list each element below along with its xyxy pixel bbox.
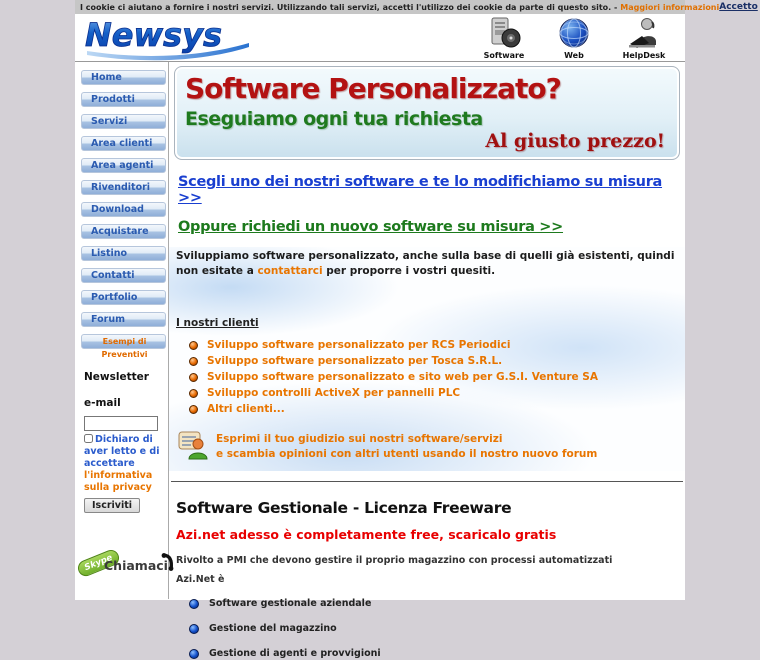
call-us-label: Chiamaci: [104, 558, 168, 574]
feature-label: Gestione del magazzino: [209, 623, 337, 635]
bullet-icon: [189, 405, 198, 414]
sidebar-item-download[interactable]: Download: [81, 202, 166, 217]
sidebar: [75, 62, 169, 599]
newsys-logo: [83, 16, 253, 61]
forum-invite: [178, 431, 677, 460]
bullet-icon: [189, 649, 199, 659]
nav-label: Software: [483, 51, 525, 60]
freeware-heading: Software Gestionale - Licenza Freeware: [176, 498, 512, 517]
logo-text: Newsys: [85, 16, 222, 54]
nav-item-web[interactable]: [551, 17, 597, 60]
list-item: [189, 371, 677, 383]
list-item: [189, 387, 677, 399]
sidebar-item-acquistare[interactable]: Acquistare: [81, 224, 166, 239]
client-link-tosca[interactable]: Sviluppo software personalizzato per Tosca S.R.L.: [207, 355, 503, 368]
logo-link[interactable]: [83, 16, 253, 61]
newsletter-form: [84, 371, 164, 513]
header-nav: [481, 17, 667, 60]
forum-invite-text[interactable]: [216, 431, 597, 460]
sidebar-item-home[interactable]: Home: [81, 70, 166, 85]
sidebar-item-rivenditori[interactable]: Rivenditori: [81, 180, 166, 195]
sidebar-item-listino[interactable]: Listino: [81, 246, 166, 261]
nav-item-helpdesk[interactable]: [621, 17, 667, 60]
skype-logo: Skype: [76, 548, 122, 579]
client-link-rcs[interactable]: Sviluppo software personalizzato per RCS Periodici: [207, 339, 511, 352]
sidebar-item-area-clienti[interactable]: Area clienti: [81, 136, 166, 151]
email-field[interactable]: [84, 416, 158, 431]
main-content: [169, 62, 685, 660]
header: [75, 14, 685, 62]
nav-item-software[interactable]: [481, 17, 527, 60]
software-icon: [485, 17, 523, 51]
bullet-icon: [189, 341, 198, 350]
forum-invite-line2: e scambia opinioni con altri utenti usando il nostro nuovo forum: [216, 447, 598, 460]
list-item: [189, 339, 677, 351]
privacy-checkbox[interactable]: [84, 434, 93, 443]
intro-text-after: per proporre i vostri quesiti.: [322, 264, 496, 277]
freeware-subheading: Azi.net adesso è completamente free, scaricalo gratis: [176, 526, 557, 542]
banner-title: Software Personalizzato?: [185, 72, 561, 105]
freeware-description: Rivolto a PMI che devono gestire il proprio magazzino con processi automatizzati: [176, 554, 613, 566]
list-item: [189, 610, 677, 635]
cookie-more-info-link[interactable]: Maggiori informazioni: [620, 2, 720, 12]
client-link-others[interactable]: Altri clienti...: [207, 403, 285, 416]
freeware-list-intro: Azi.Net è: [176, 573, 225, 585]
list-item: [189, 585, 677, 610]
cookie-accept-link[interactable]: Accetto: [719, 2, 758, 12]
modify-software-link[interactable]: Scegli uno dei nostri software e te lo modifichiamo su misura >>: [178, 174, 663, 206]
clients-heading-link[interactable]: I nostri clienti: [176, 317, 259, 330]
clients-section: [169, 247, 685, 471]
sidebar-item-servizi[interactable]: Servizi: [81, 114, 166, 129]
bullet-icon: [189, 389, 198, 398]
subscribe-button[interactable]: Iscriviti: [84, 498, 140, 513]
new-software-link[interactable]: Oppure richiedi un nuovo software su misura >>: [178, 219, 564, 235]
banner-subtitle: Eseguiamo ogni tua richiesta: [185, 108, 483, 130]
forum-invite-line1: Esprimi il tuo giudizio sui nostri software/servizi: [216, 433, 503, 446]
nav-label: HelpDesk: [622, 51, 666, 60]
intro-text-before: Sviluppiamo software personalizzato, anche sulla base di quelli già esistenti, quindi non esitate a: [176, 250, 675, 277]
hero-banner: [174, 66, 680, 160]
sidebar-item-contatti[interactable]: Contatti: [81, 268, 166, 283]
sidebar-item-portfolio[interactable]: Portfolio: [81, 290, 166, 305]
banner-tagline: Al giusto prezzo!: [485, 130, 665, 152]
bullet-icon: [189, 357, 198, 366]
email-label: e-mail: [84, 397, 121, 409]
list-item: [189, 635, 677, 660]
web-globe-icon: [557, 17, 591, 51]
freeware-section: [169, 482, 685, 660]
feature-label: Software gestionale aziendale: [209, 598, 372, 610]
intro-paragraph: [176, 249, 677, 278]
cookie-banner: [75, 0, 758, 14]
sidebar-item-forum[interactable]: Forum: [81, 312, 166, 327]
client-link-gsi[interactable]: Sviluppo software personalizzato e sito web per G.S.I. Venture SA: [207, 371, 598, 384]
privacy-policy-link[interactable]: l'informativa sulla privacy: [84, 469, 153, 493]
bullet-icon: [189, 373, 198, 382]
list-item: [189, 355, 677, 367]
list-item: [189, 403, 677, 415]
cookie-message: I cookie ci aiutano a fornire i nostri servizi. Utilizzando tali servizi, accetti l'utilizzo dei cookie da parte di questo sito. -: [80, 2, 618, 12]
consent-text: Dichiaro di aver letto e di accettare: [84, 434, 160, 469]
forum-icon: [178, 431, 208, 460]
newsletter-title: Newsletter: [84, 371, 149, 383]
nav-label: Web: [564, 51, 584, 60]
bullet-icon: [189, 599, 199, 609]
sidebar-item-area-agenti[interactable]: Area agenti: [81, 158, 166, 173]
client-link-activex[interactable]: Sviluppo controlli ActiveX per pannelli PLC: [207, 387, 461, 400]
bullet-icon: [189, 624, 199, 634]
helpdesk-icon: [625, 17, 663, 51]
sidebar-item-esempi-di-preventivi[interactable]: Esempi di Preventivi: [81, 334, 166, 349]
skype-call-widget[interactable]: [77, 547, 168, 577]
feature-label: Gestione di agenti e provvigioni: [209, 648, 381, 660]
contact-link[interactable]: contattarci: [257, 264, 323, 277]
site-container: [75, 0, 758, 660]
sidebar-item-prodotti[interactable]: Prodotti: [81, 92, 166, 107]
